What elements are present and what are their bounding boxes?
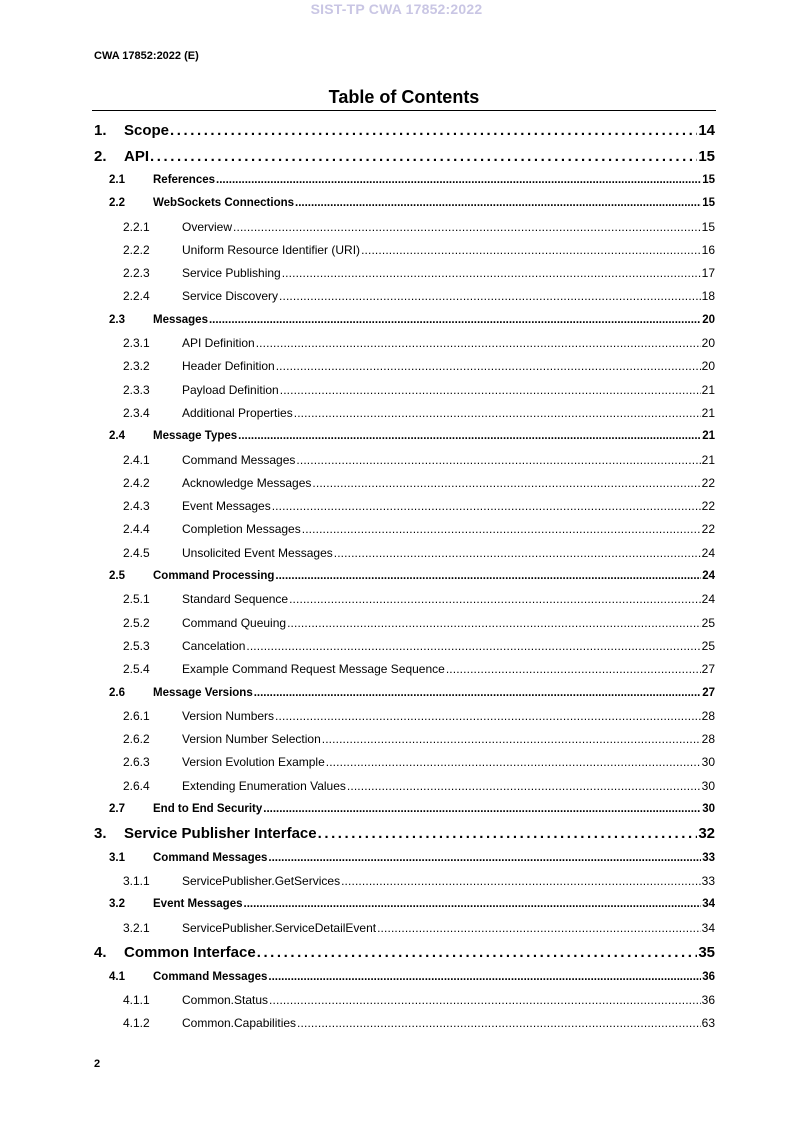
toc-entry-number: 1.	[94, 122, 107, 139]
toc-entry-page: 25	[701, 615, 715, 630]
dot-leader	[170, 118, 697, 144]
dot-leader	[275, 565, 701, 588]
dot-leader	[216, 169, 701, 192]
toc-entry-label: Scope	[124, 122, 170, 139]
toc-entry-level-2[interactable]	[109, 192, 715, 215]
toc-entry-label: Additional Properties	[182, 405, 293, 420]
toc-entry-page: 32	[698, 825, 715, 843]
toc-entry-page: 24	[701, 545, 715, 560]
toc-entry-page: 22	[701, 499, 715, 514]
toc-entry-label: Command Messages	[182, 452, 296, 467]
toc-entry-level-2[interactable]	[109, 847, 715, 870]
toc-entry-number: 3.1	[109, 851, 125, 864]
toc-entry-level-2[interactable]	[109, 682, 715, 705]
dot-leader	[233, 216, 701, 239]
toc-entry-number: 2.1	[109, 174, 125, 186]
dot-leader	[334, 542, 701, 565]
toc-entry-number: 2.4.2	[123, 475, 150, 490]
toc-entry-page: 27	[702, 686, 715, 699]
toc-entry-level-2[interactable]	[109, 169, 715, 192]
toc-entry-page: 22	[701, 522, 715, 537]
toc-entry-page: 28	[701, 708, 715, 723]
toc-entry-page: 34	[701, 920, 715, 935]
toc-entry-level-3[interactable]	[123, 285, 715, 308]
toc-entry-page: 17	[701, 266, 715, 281]
toc-entry-label: API	[124, 147, 150, 165]
dot-leader	[326, 751, 701, 774]
toc-entry-number: 2.3.3	[123, 382, 150, 397]
toc-entry-number: 2.3	[109, 313, 125, 326]
toc-entry-page: 28	[701, 732, 715, 747]
toc-entry-level-3[interactable]	[123, 355, 715, 378]
toc-entry-label: Cancelation	[182, 638, 246, 653]
toc-entry-label: Messages	[153, 313, 208, 326]
toc-entry-page: 35	[698, 944, 715, 961]
toc-entry-level-3[interactable]	[123, 472, 715, 495]
dot-leader	[279, 285, 701, 308]
dot-leader	[295, 192, 701, 215]
toc-entry-page: 16	[701, 242, 715, 257]
toc-entry-level-3[interactable]	[123, 542, 715, 565]
toc-entry-page: 24	[702, 570, 715, 583]
toc-entry-label: Uniform Resource Identifier (URI)	[182, 242, 361, 257]
toc-entry-page: 15	[701, 219, 715, 234]
toc-entry-number: 2.5.1	[123, 592, 150, 607]
dot-leader	[294, 402, 701, 425]
toc-entry-page: 21	[701, 405, 715, 420]
dot-leader	[254, 682, 701, 705]
table-of-contents	[0, 118, 793, 1038]
toc-entry-level-3[interactable]	[123, 402, 715, 425]
toc-entry-label: WebSockets Connections	[153, 197, 295, 210]
toc-entry-number: 2.6.1	[123, 708, 150, 723]
toc-entry-level-3[interactable]	[123, 705, 715, 728]
toc-entry-number: 2.2	[109, 197, 125, 210]
toc-entry-number: 2.3.2	[123, 359, 150, 374]
toc-entry-page: 14	[698, 122, 715, 139]
toc-entry-level-3[interactable]	[123, 1012, 715, 1035]
toc-entry-number: 2.7	[109, 803, 125, 816]
toc-entry-page: 25	[701, 638, 715, 653]
toc-entry-label: End to End Security	[153, 803, 263, 816]
toc-entry-label: Standard Sequence	[182, 592, 289, 607]
dot-leader	[268, 847, 701, 870]
toc-entry-number: 2.	[94, 147, 107, 165]
toc-entry-label: Extending Enumeration Values	[182, 778, 346, 793]
toc-entry-number: 2.3.1	[123, 336, 150, 351]
dot-leader	[263, 798, 701, 821]
toc-entry-number: 2.2.4	[123, 289, 150, 304]
toc-entry-number: 2.4.1	[123, 452, 150, 467]
toc-entry-label: Version Evolution Example	[182, 755, 325, 770]
dot-leader	[238, 425, 701, 448]
toc-entry-number: 3.	[94, 825, 107, 843]
dot-leader	[296, 449, 700, 472]
toc-entry-level-2[interactable]	[109, 425, 715, 448]
toc-entry-page: 36	[702, 970, 715, 983]
toc-entry-label: Version Numbers	[182, 708, 275, 723]
dot-leader	[377, 917, 701, 940]
toc-entry-level-1[interactable]	[94, 821, 715, 847]
toc-entry-label: Common.Status	[182, 992, 269, 1007]
toc-entry-label: Event Messages	[182, 499, 271, 514]
toc-entry-label: Common Interface	[124, 944, 256, 961]
dot-leader	[341, 870, 701, 893]
toc-entry-level-3[interactable]	[123, 262, 715, 285]
toc-entry-label: Completion Messages	[182, 522, 301, 537]
dot-leader	[272, 495, 701, 518]
toc-entry-label: References	[153, 174, 216, 186]
dot-leader	[312, 472, 700, 495]
toc-title: Table of Contents	[328, 87, 480, 107]
toc-entry-page: 15	[702, 197, 715, 210]
toc-entry-level-2[interactable]	[109, 565, 715, 588]
toc-entry-label: Common.Capabilities	[182, 1016, 297, 1031]
toc-entry-level-3[interactable]	[123, 658, 715, 681]
toc-entry-number: 2.5.4	[123, 662, 150, 677]
toc-entry-label: Service Discovery	[182, 289, 279, 304]
toc-entry-number: 4.1	[109, 970, 125, 983]
toc-entry-page: 63	[701, 1016, 715, 1031]
toc-entry-page: 24	[701, 592, 715, 607]
toc-entry-number: 2.6	[109, 686, 125, 699]
toc-entry-number: 2.6.2	[123, 732, 150, 747]
dot-leader	[287, 612, 701, 635]
dot-leader	[302, 518, 701, 541]
toc-entry-label: Header Definition	[182, 359, 275, 374]
dot-leader	[289, 588, 701, 611]
toc-entry-label: Command Queuing	[182, 615, 287, 630]
toc-entry-label: ServicePublisher.GetServices	[182, 874, 341, 889]
toc-entry-number: 2.3.4	[123, 405, 150, 420]
dot-leader	[275, 705, 701, 728]
dot-leader	[361, 239, 701, 262]
toc-entry-label: Event Messages	[153, 898, 243, 911]
toc-entry-level-3[interactable]	[123, 239, 715, 262]
toc-entry-page: 15	[702, 174, 715, 186]
toc-entry-page: 34	[702, 898, 715, 911]
toc-entry-level-3[interactable]	[123, 917, 715, 940]
dot-leader	[150, 144, 697, 170]
toc-entry-page: 21	[701, 452, 715, 467]
toc-entry-level-3[interactable]	[123, 216, 715, 239]
toc-entry-number: 2.2.1	[123, 219, 150, 234]
toc-entry-page: 21	[701, 382, 715, 397]
dot-leader	[244, 893, 702, 916]
toc-entry-label: Example Command Request Message Sequence	[182, 662, 445, 677]
toc-entry-label: Acknowledge Messages	[182, 475, 312, 490]
toc-entry-page: 33	[701, 874, 715, 889]
dot-leader	[318, 821, 698, 847]
toc-entry-level-3[interactable]	[123, 588, 715, 611]
toc-entry-label: Service Publishing	[182, 266, 281, 281]
dot-leader	[280, 379, 701, 402]
toc-entry-level-3[interactable]	[123, 449, 715, 472]
toc-entry-label: API Definition	[182, 336, 255, 351]
toc-entry-number: 4.	[94, 944, 107, 961]
toc-entry-number: 4.1.1	[123, 992, 150, 1007]
dot-leader	[276, 355, 701, 378]
toc-entry-page: 21	[702, 430, 715, 443]
toc-entry-page: 18	[701, 289, 715, 304]
toc-entry-page: 20	[701, 359, 715, 374]
dot-leader	[282, 262, 701, 285]
toc-entry-label: Command Messages	[153, 970, 268, 983]
dot-leader	[446, 658, 701, 681]
toc-entry-page: 15	[698, 147, 715, 165]
toc-entry-number: 2.5	[109, 570, 125, 583]
dot-leader	[256, 332, 701, 355]
toc-entry-level-3[interactable]	[123, 870, 715, 893]
dot-leader	[268, 966, 701, 989]
toc-entry-number: 2.2.3	[123, 266, 150, 281]
toc-entry-number: 2.5.3	[123, 638, 150, 653]
title-divider	[92, 110, 716, 111]
toc-entry-label: Command Messages	[153, 851, 268, 864]
toc-entry-page: 22	[701, 475, 715, 490]
toc-entry-level-1[interactable]	[94, 118, 715, 144]
toc-entry-label: Version Number Selection	[182, 732, 321, 747]
toc-entry-number: 2.4	[109, 430, 125, 443]
toc-entry-page: 20	[701, 336, 715, 351]
toc-entry-page: 30	[701, 778, 715, 793]
toc-entry-label: Overview	[182, 219, 233, 234]
toc-entry-page: 27	[701, 662, 715, 677]
toc-entry-label: Unsolicited Event Messages	[182, 545, 333, 560]
toc-entry-number: 2.2.2	[123, 242, 150, 257]
toc-entry-level-2[interactable]	[109, 966, 715, 989]
page-number: 2	[94, 1058, 101, 1070]
toc-entry-page: 20	[702, 313, 715, 326]
toc-entry-label: Service Publisher Interface	[124, 825, 317, 843]
toc-entry-number: 2.4.5	[123, 545, 150, 560]
toc-entry-level-3[interactable]	[123, 495, 715, 518]
toc-entry-level-2[interactable]	[109, 798, 715, 821]
toc-entry-page: 30	[702, 803, 715, 816]
toc-entry-page: 33	[702, 851, 715, 864]
toc-entry-label: Payload Definition	[182, 382, 279, 397]
dot-leader	[269, 989, 701, 1012]
toc-entry-number: 2.5.2	[123, 615, 150, 630]
toc-entry-level-3[interactable]	[123, 751, 715, 774]
toc-entry-level-2[interactable]	[109, 893, 715, 916]
dot-leader	[257, 940, 698, 966]
toc-entry-level-3[interactable]	[123, 728, 715, 751]
toc-entry-level-1[interactable]	[94, 144, 715, 170]
toc-entry-level-3[interactable]	[123, 518, 715, 541]
toc-entry-number: 4.1.2	[123, 1016, 150, 1031]
dot-leader	[209, 309, 701, 332]
toc-entry-level-3[interactable]	[123, 612, 715, 635]
dot-leader	[246, 635, 700, 658]
toc-entry-label: Message Versions	[153, 686, 253, 699]
toc-entry-level-3[interactable]	[123, 635, 715, 658]
toc-entry-page: 36	[701, 992, 715, 1007]
watermark: SIST-TP CWA 17852:2022	[310, 1, 483, 17]
toc-entry-level-2[interactable]	[109, 309, 715, 332]
toc-entry-level-3[interactable]	[123, 332, 715, 355]
toc-entry-number: 2.6.4	[123, 778, 150, 793]
toc-entry-level-3[interactable]	[123, 775, 715, 798]
toc-entry-label: Command Processing	[153, 570, 275, 583]
dot-leader	[297, 1012, 701, 1035]
toc-entry-number: 3.1.1	[123, 874, 150, 889]
toc-entry-level-3[interactable]	[123, 379, 715, 402]
toc-entry-number: 3.2.1	[123, 920, 150, 935]
toc-entry-level-3[interactable]	[123, 989, 715, 1012]
toc-entry-level-1[interactable]	[94, 940, 715, 966]
toc-entry-number: 2.6.3	[123, 755, 150, 770]
toc-entry-page: 30	[701, 755, 715, 770]
toc-entry-number: 2.4.4	[123, 522, 150, 537]
dot-leader	[322, 728, 701, 751]
toc-entry-label: ServicePublisher.ServiceDetailEvent	[182, 920, 377, 935]
dot-leader	[347, 775, 701, 798]
toc-entry-number: 3.2	[109, 898, 125, 911]
toc-entry-label: Message Types	[153, 430, 238, 443]
toc-entry-number: 2.4.3	[123, 499, 150, 514]
document-id-header: CWA 17852:2022 (E)	[94, 50, 199, 62]
